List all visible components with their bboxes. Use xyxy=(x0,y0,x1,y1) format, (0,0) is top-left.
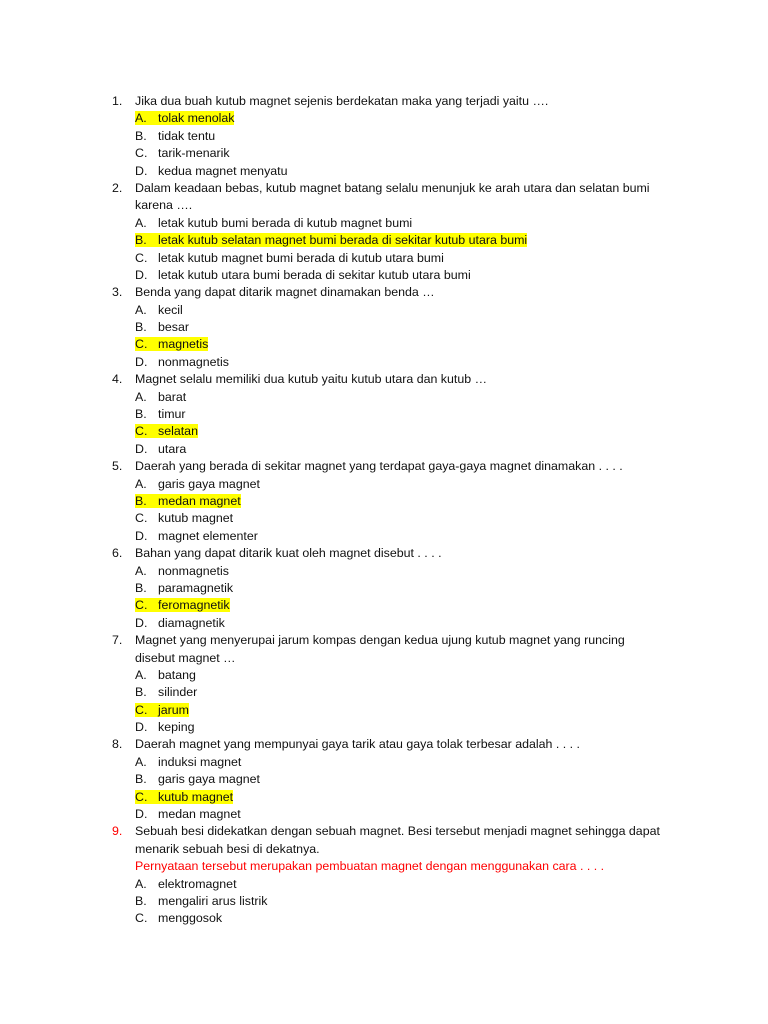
question-9 xyxy=(112,823,672,927)
answer-option xyxy=(112,754,672,771)
option-text: kecil xyxy=(158,302,183,317)
question-list xyxy=(112,93,672,928)
answer-content xyxy=(135,772,260,786)
question-stem-continuation xyxy=(112,197,672,214)
option-letter: D. xyxy=(135,528,148,543)
answer-content xyxy=(135,303,183,317)
answer-option xyxy=(112,615,672,632)
option-text: nonmagnetis xyxy=(158,563,229,578)
answer-content xyxy=(135,251,444,265)
answer-option xyxy=(112,354,672,371)
highlighted-answer xyxy=(135,494,241,508)
answer-content xyxy=(135,320,189,334)
highlighted-answer xyxy=(135,424,198,438)
answer-option-correct xyxy=(112,336,672,353)
option-text: garis gaya magnet xyxy=(158,772,260,787)
option-text: timur xyxy=(158,407,186,422)
question-stem xyxy=(112,823,672,840)
option-text: elektromagnet xyxy=(158,876,237,891)
answer-content xyxy=(135,720,195,734)
answer-option xyxy=(112,580,672,597)
option-text: besar xyxy=(158,320,189,335)
option-text: letak kutub utara bumi berada di sekitar kutub utara bumi xyxy=(158,267,471,282)
option-text: garis gaya magnet xyxy=(158,476,260,491)
answer-option xyxy=(112,389,672,406)
option-letter: B. xyxy=(135,893,147,908)
question-stem xyxy=(112,180,672,197)
question-4 xyxy=(112,371,672,458)
option-letter: C. xyxy=(135,702,148,717)
option-text: tarik-menarik xyxy=(158,146,230,161)
answer-content xyxy=(135,668,196,682)
question-number: 6. xyxy=(112,546,123,561)
answer-option xyxy=(112,563,672,580)
answer-option-correct xyxy=(112,789,672,806)
question-text: Bahan yang dapat ditarik kuat oleh magnet disebut . . . . xyxy=(135,546,442,561)
option-letter: B. xyxy=(135,493,147,508)
option-letter: A. xyxy=(135,111,147,126)
question-stem xyxy=(112,93,672,110)
answer-option xyxy=(112,893,672,910)
option-letter: D. xyxy=(135,163,148,178)
option-letter: D. xyxy=(135,615,148,630)
highlighted-answer xyxy=(135,111,234,125)
answer-content xyxy=(135,807,241,821)
question-number: 3. xyxy=(112,285,123,300)
answer-content xyxy=(135,581,233,595)
option-text: mengaliri arus listrik xyxy=(158,893,268,908)
option-text: magnetis xyxy=(158,337,209,352)
answer-content xyxy=(135,129,215,143)
answer-option xyxy=(112,441,672,458)
question-6 xyxy=(112,545,672,632)
answer-option-correct xyxy=(112,597,672,614)
highlighted-answer xyxy=(135,790,233,804)
question-number: 9. xyxy=(112,824,123,839)
highlighted-answer xyxy=(135,598,230,612)
option-text: batang xyxy=(158,667,196,682)
option-letter: B. xyxy=(135,407,147,422)
answer-content xyxy=(135,216,412,230)
option-text: utara xyxy=(158,441,187,456)
option-text: medan magnet xyxy=(158,493,241,508)
option-letter: C. xyxy=(135,250,148,265)
answer-option xyxy=(112,319,672,336)
question-number: 2. xyxy=(112,180,123,195)
option-letter: B. xyxy=(135,580,147,595)
option-letter: D. xyxy=(135,354,148,369)
answer-content xyxy=(135,877,237,891)
option-letter: C. xyxy=(135,337,148,352)
question-stem xyxy=(112,632,672,649)
question-8 xyxy=(112,736,672,823)
question-prompt-text: Pernyataan tersebut merupakan pembuatan magnet dengan menggunakan cara . . . . xyxy=(135,859,605,874)
option-text: magnet elementer xyxy=(158,528,258,543)
option-text: selatan xyxy=(158,424,198,439)
answer-content xyxy=(135,355,229,369)
answer-option xyxy=(112,667,672,684)
option-letter: C. xyxy=(135,911,148,926)
option-text: medan magnet xyxy=(158,807,241,822)
answer-option xyxy=(112,876,672,893)
question-number: 4. xyxy=(112,372,123,387)
option-letter: D. xyxy=(135,441,148,456)
question-text: Jika dua buah kutub magnet sejenis berdekatan maka yang terjadi yaitu …. xyxy=(135,94,549,108)
answer-option xyxy=(112,719,672,736)
question-text: karena …. xyxy=(135,198,193,213)
option-text: kutub magnet xyxy=(158,789,234,804)
question-text: Sebuah besi didekatkan dengan sebuah magnet. Besi tersebut menjadi magnet sehingga dapat xyxy=(135,824,660,839)
option-text: silinder xyxy=(158,685,198,700)
option-letter: C. xyxy=(135,598,148,613)
question-number: 1. xyxy=(112,94,123,108)
option-letter: A. xyxy=(135,876,147,891)
question-stem xyxy=(112,736,672,753)
answer-option-correct xyxy=(112,110,672,127)
answer-option-correct xyxy=(112,493,672,510)
highlighted-answer xyxy=(135,337,208,351)
option-text: tidak tentu xyxy=(158,128,216,143)
option-letter: C. xyxy=(135,789,148,804)
option-letter: B. xyxy=(135,772,147,787)
answer-content xyxy=(135,564,229,578)
option-text: letak kutub selatan magnet bumi berada di sekitar kutub utara bumi xyxy=(158,233,528,248)
answer-content xyxy=(135,755,241,769)
answer-option xyxy=(112,145,672,162)
option-letter: B. xyxy=(135,128,147,143)
option-letter: B. xyxy=(135,233,147,248)
question-stem xyxy=(112,458,672,475)
option-letter: A. xyxy=(135,667,147,682)
option-letter: D. xyxy=(135,807,148,822)
question-text: disebut magnet … xyxy=(135,650,236,665)
option-text: kedua magnet menyatu xyxy=(158,163,288,178)
answer-option xyxy=(112,128,672,145)
question-number: 5. xyxy=(112,459,123,474)
answer-content xyxy=(135,407,186,421)
answer-option xyxy=(112,806,672,823)
option-text: diamagnetik xyxy=(158,615,225,630)
answer-option-correct xyxy=(112,232,672,249)
answer-content xyxy=(135,529,258,543)
question-prompt xyxy=(112,858,672,875)
option-letter: A. xyxy=(135,215,147,230)
answer-content xyxy=(135,894,267,908)
question-stem-continuation xyxy=(112,650,672,667)
answer-option xyxy=(112,510,672,527)
answer-option xyxy=(112,250,672,267)
question-number: 8. xyxy=(112,737,123,752)
answer-option xyxy=(112,476,672,493)
highlighted-answer xyxy=(135,703,189,717)
question-text: Magnet selalu memiliki dua kutub yaitu kutub utara dan kutub … xyxy=(135,372,487,387)
option-text: jarum xyxy=(158,702,189,717)
answer-content xyxy=(135,268,471,282)
question-text: Daerah yang berada di sekitar magnet yang terdapat gaya-gaya magnet dinamakan . . . . xyxy=(135,459,623,474)
answer-content xyxy=(135,616,225,630)
option-text: tolak menolak xyxy=(158,111,235,126)
option-text: menggosok xyxy=(158,911,223,926)
answer-option xyxy=(112,215,672,232)
option-letter: C. xyxy=(135,511,148,526)
option-letter: A. xyxy=(135,389,147,404)
question-stem xyxy=(112,371,672,388)
option-letter: A. xyxy=(135,563,147,578)
answer-option xyxy=(112,302,672,319)
option-letter: C. xyxy=(135,424,148,439)
question-stem xyxy=(112,545,672,562)
answer-option-correct xyxy=(112,702,672,719)
option-text: kutub magnet xyxy=(158,511,234,526)
option-letter: B. xyxy=(135,320,147,335)
option-letter: A. xyxy=(135,476,147,491)
option-letter: B. xyxy=(135,685,147,700)
answer-option-correct xyxy=(112,423,672,440)
question-1 xyxy=(112,93,672,180)
option-text: feromagnetik xyxy=(158,598,230,613)
answer-option xyxy=(112,910,672,927)
answer-content xyxy=(135,442,186,456)
answer-content xyxy=(135,511,233,525)
question-number: 7. xyxy=(112,633,123,648)
option-letter: A. xyxy=(135,302,147,317)
question-3 xyxy=(112,284,672,371)
question-5 xyxy=(112,458,672,545)
question-text: Daerah magnet yang mempunyai gaya tarik atau gaya tolak terbesar adalah . . . . xyxy=(135,737,580,752)
option-text: nonmagnetis xyxy=(158,354,229,369)
question-2 xyxy=(112,180,672,284)
answer-option xyxy=(112,406,672,423)
question-stem-continuation xyxy=(112,841,672,858)
question-text: Dalam keadaan bebas, kutub magnet batang selalu menunjuk ke arah utara dan selatan bumi xyxy=(135,180,650,195)
option-letter: D. xyxy=(135,720,148,735)
option-text: barat xyxy=(158,389,187,404)
answer-option xyxy=(112,528,672,545)
question-text: Benda yang dapat ditarik magnet dinamakan benda … xyxy=(135,285,435,300)
answer-option xyxy=(112,267,672,284)
option-letter: C. xyxy=(135,146,148,161)
option-text: induksi magnet xyxy=(158,754,242,769)
option-letter: D. xyxy=(135,267,148,282)
question-7 xyxy=(112,632,672,736)
answer-content xyxy=(135,390,186,404)
highlighted-answer xyxy=(135,233,527,247)
option-text: keping xyxy=(158,720,195,735)
answer-option xyxy=(112,771,672,788)
answer-option xyxy=(112,684,672,701)
option-text: letak kutub bumi berada di kutub magnet bumi xyxy=(158,215,413,230)
question-stem xyxy=(112,284,672,301)
question-text: menarik sebuah besi di dekatnya. xyxy=(135,841,320,856)
answer-content xyxy=(135,146,230,160)
answer-content xyxy=(135,685,197,699)
answer-option xyxy=(112,163,672,180)
answer-content xyxy=(135,911,222,925)
answer-content xyxy=(135,477,260,491)
question-text: Magnet yang menyerupai jarum kompas dengan kedua ujung kutub magnet yang runcing xyxy=(135,633,625,648)
option-letter: A. xyxy=(135,754,147,769)
answer-content xyxy=(135,164,288,178)
option-text: paramagnetik xyxy=(158,580,234,595)
option-text: letak kutub magnet bumi berada di kutub utara bumi xyxy=(158,250,444,265)
